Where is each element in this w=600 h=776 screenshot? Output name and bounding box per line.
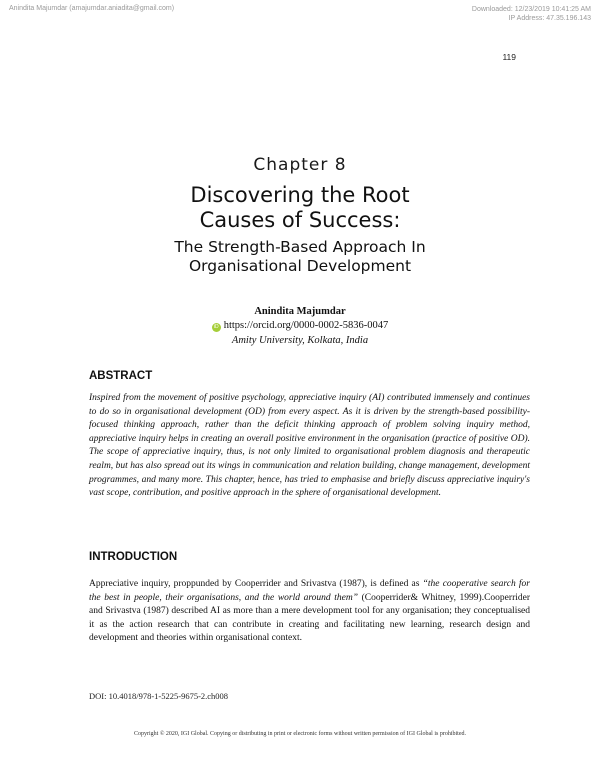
copyright-notice: Copyright © 2020, IGI Global. Copying or distributing in print or electronic forms without written permission of IGI Global is prohibited. (133, 731, 466, 737)
orcid-link[interactable]: https://orcid.org/0000-0002-5836-0047 (223, 320, 389, 331)
download-user-info: Anindita Majumdar (amajumdar.aniadita@gmail.com) (9, 5, 175, 12)
page-number: 119 (502, 52, 516, 62)
chapter-subtitle-line-1: The Strength-Based Approach In (174, 238, 426, 256)
doi: DOI: 10.4018/978-1-5225-9675-2.ch008 (89, 691, 229, 701)
orcid-icon: iD (212, 323, 221, 332)
author-orcid (0, 320, 600, 332)
intro-text-part-1: Appreciative inquiry, proppunded by Cooperrider and Srivastva (1987), is defined as (89, 579, 423, 589)
chapter-title-line-2: Causes of Success: (199, 208, 401, 232)
ip-address: IP Address: 47.35.196.143 (508, 15, 591, 22)
introduction-heading: INTRODUCTION (89, 551, 178, 563)
abstract-text: Inspired from the movement of positive psychology, appreciative inquiry (AI) contributed immensely and continues to do so in organisational development (OD) from every aspect. As it is driven by the strength-based possibility-focused thinking approach, rather than the deficit thinking approach of problem solving inquiry method, appreciative inquiry helps in creating an overall positive environment in the organisation (practice of positive OD). The scope of appreciative inquiry, thus, is not only limited to organisational problem diagnosis and therapeutic realm, but has also spread out its wings in communication and relation building, change management, development programmes, and many more. This chapter, hence, has tried to emphasise and briefly discuss appreciative inquiry's vast scope, contribution, and positive approach in the sphere of organisational development. (89, 393, 530, 499)
chapter-subtitle (0, 238, 600, 276)
intro-quote: “the cooperative search for the best in people, their organisations, and the world around them” (89, 579, 530, 603)
author-affiliation: Amity University, Kolkata, India (231, 335, 369, 346)
author-name: Anindita Majumdar (254, 306, 346, 317)
download-meta (472, 5, 591, 23)
intro-text-part-2: (Cooperrider& Whitney, 1999).Cooperrider and Srivastva (1987) described AI as more than a mere development tool for any organisation; they conceptualised it as the action research that can contribute in creating and facilitating new learning, research design and development and theories within organisational context. (89, 592, 530, 644)
chapter-label: Chapter 8 (253, 155, 347, 175)
abstract-heading: ABSTRACT (89, 370, 153, 382)
chapter-title (0, 183, 600, 233)
introduction-text (89, 578, 530, 646)
chapter-title-line-1: Discovering the Root (190, 183, 410, 207)
download-date: Downloaded: 12/23/2019 10:41:25 AM (471, 6, 591, 13)
chapter-subtitle-line-2: Organisational Development (188, 257, 412, 275)
